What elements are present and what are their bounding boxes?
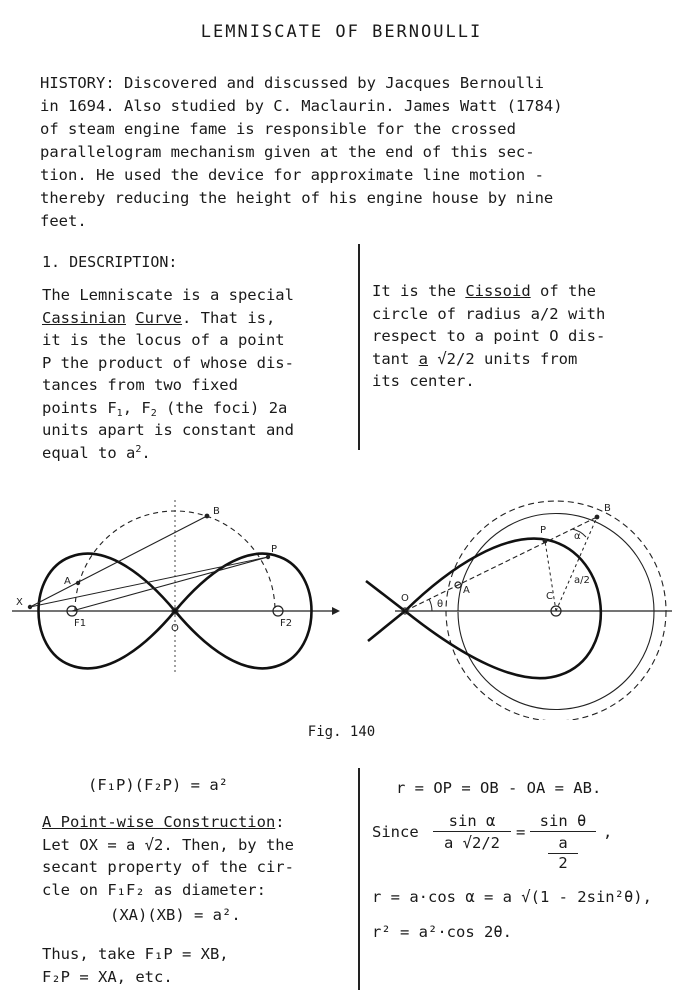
label-x: X: [16, 597, 23, 608]
left-lemniscate-figure: [12, 500, 340, 675]
figure-caption: Fig. 140: [307, 724, 376, 740]
desc-line: . That is,: [182, 308, 276, 327]
pointwise-line: Let OX = a √2. Then, by the: [42, 835, 294, 854]
label-right-p: P: [540, 525, 547, 536]
curve-term: Curve: [135, 308, 183, 327]
thus-line: Thus, take F₁P = XB,: [42, 945, 229, 963]
point-p: [266, 555, 270, 559]
point-right-p: [543, 539, 548, 544]
point-x: [28, 605, 32, 609]
fraction-numerator: sin α: [433, 812, 511, 832]
cassinian-term: Cassinian: [42, 308, 126, 327]
desc-line: The Lemniscate is a special: [42, 286, 294, 304]
page-title: LEMNISCATE OF BERNOULLI: [200, 22, 483, 42]
description-left-column: The Lemniscate is a special Cassinian Curve. That is, it is the locus of a point P the product of whose dis- tances from two fixed points $F_1$, $F_2$ (the foci) 2a units apart is constant and equal to $a^2$.: [42, 286, 294, 462]
desc-line: (the foci) 2a: [156, 398, 288, 417]
equation-r-acos: r = a·cos α = a √(1 - 2sin²θ),: [372, 888, 652, 906]
desc-line: respect to a point O dis-: [372, 327, 606, 345]
point-b: [205, 514, 210, 519]
pointwise-line: cle on F₁F₂ as diameter:: [42, 880, 266, 899]
desc-line: equal to a: [42, 443, 136, 462]
desc-line: , F: [122, 398, 151, 417]
desc-line: it is the locus of a point: [42, 331, 285, 349]
pointwise-construction: [42, 811, 342, 901]
comma: ,: [603, 823, 613, 841]
column-divider-top: [358, 244, 360, 450]
right-lemniscate-curve: [366, 539, 601, 679]
description-heading: 1. DESCRIPTION:: [42, 253, 178, 271]
desc-line: points F: [42, 398, 117, 417]
equation-xa-xb: (XA)(XB) = a².: [110, 906, 241, 924]
label-right-a: A: [463, 585, 470, 596]
cissoid-term: Cissoid: [465, 282, 531, 300]
x-axis-arrow: [332, 607, 340, 615]
label-f1: F1: [74, 618, 87, 629]
line-f1-p: [72, 557, 268, 611]
label-right-theta: θ: [437, 599, 444, 610]
figure-140: [0, 495, 683, 720]
equation-r-squared: r² = a²·cos 2θ.: [372, 923, 512, 941]
fraction-numerator: sin θ: [530, 812, 596, 832]
desc-line: circle of radius a/2 with: [372, 304, 606, 323]
point-right-b: [595, 515, 600, 520]
thus-statement: [42, 943, 229, 989]
desc-line: a: [418, 349, 429, 368]
desc-line: P the product of whose dis-: [42, 353, 294, 372]
label-right-a-over-2: a/2: [574, 575, 590, 586]
description-right-column: [372, 280, 667, 393]
desc-line: units apart is constant and: [42, 421, 294, 439]
desc-line: its center.: [372, 372, 475, 390]
label-right-o: O: [401, 593, 409, 604]
fraction-two: 2: [558, 854, 568, 872]
angle-theta-arc: [429, 599, 432, 611]
fraction-sin-alpha: [433, 812, 511, 852]
desc-line: tances from two fixed: [42, 376, 238, 394]
fraction-sin-theta: [530, 812, 596, 872]
history-paragraph: HISTORY: Discovered and discussed by Jacques Bernoulli in 1694. Also studied by C. Maclaurin. James Watt (1784) of steam engine fame is responsible for the crossed parallelogram mechanism given at the end of this sec- tion. He used the device for approximate line motion - thereby reducing the height of his engine house by nine feet.: [40, 74, 563, 230]
equation-f1p-f2p: (F₁P)(F₂P) = a²: [88, 776, 228, 794]
label-b: B: [213, 506, 220, 517]
label-p: P: [271, 544, 278, 555]
line-o-b: [405, 517, 597, 611]
label-o: O: [171, 623, 179, 634]
pointwise-colon: :: [275, 813, 285, 831]
column-divider-bottom: [358, 768, 360, 990]
equals-sign: =: [516, 823, 526, 841]
label-a: A: [64, 576, 71, 587]
point-a: [76, 581, 80, 585]
pointwise-title: A Point-wise Construction: [42, 813, 276, 831]
secant-xb: [30, 516, 207, 607]
fraction-denominator: a √2/2: [444, 834, 500, 852]
desc-line: √2/2 units from: [428, 349, 578, 368]
desc-line: tant: [372, 349, 419, 368]
pointwise-line: secant property of the cir-: [42, 858, 294, 876]
since-label: Since: [372, 823, 419, 841]
label-right-b: B: [604, 503, 611, 514]
label-right-alpha: α: [574, 531, 581, 542]
desc-line: .: [141, 443, 151, 462]
fraction-denominator: [530, 832, 596, 872]
equation-r-op: r = OP = OB - OA = AB.: [396, 779, 602, 797]
thus-line: F₂P = XA, etc.: [42, 968, 173, 986]
label-right-c: C: [546, 591, 553, 602]
right-cissoid-figure: [366, 501, 672, 720]
fraction-a: a: [548, 834, 578, 854]
label-f2: F2: [280, 618, 293, 629]
desc-line: of the: [530, 282, 596, 300]
desc-line: It is the: [372, 282, 466, 300]
